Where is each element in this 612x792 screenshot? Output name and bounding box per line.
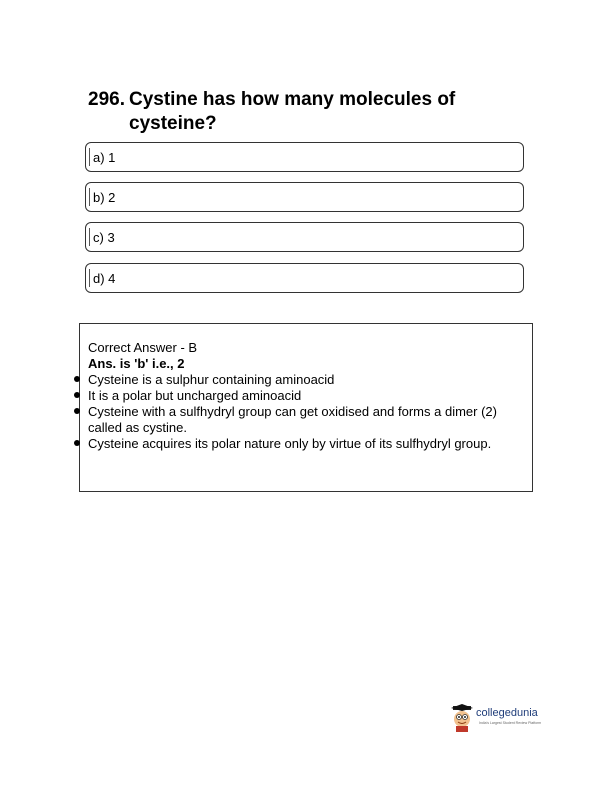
option-d-label: d) 4 [93, 271, 116, 286]
answer-content [88, 340, 528, 452]
bullet-text: Cysteine with a sulfhydryl group can get oxidised and forms a dimer (2) called as cystine. [88, 404, 497, 435]
option-d[interactable] [85, 263, 524, 293]
bullet-text: Cysteine is a sulphur containing aminoacid [88, 372, 335, 387]
option-b-label: b) 2 [93, 190, 116, 205]
question-text: Cystine has how many molecules of cysteine? [129, 89, 456, 134]
option-c-label: c) 3 [93, 230, 115, 245]
collegedunia-logo [450, 704, 550, 734]
bullet-text: It is a polar but uncharged aminoacid [88, 388, 302, 403]
bullet-icon [74, 376, 80, 382]
bullet-icon [74, 440, 80, 446]
option-a[interactable] [85, 142, 524, 172]
mascot-icon [450, 704, 474, 732]
list-item [88, 436, 528, 452]
list-item [88, 404, 528, 436]
option-a-label: a) 1 [93, 150, 116, 165]
option-b[interactable] [85, 182, 524, 212]
brand-tagline: India's Largest Student Review Platform [479, 721, 542, 725]
answer-heading: Ans. is 'b' i.e., 2 [88, 356, 185, 371]
bullet-text: Cysteine acquires its polar nature only by virtue of its sulfhydryl group. [88, 436, 492, 451]
explanation-list [88, 372, 528, 452]
bullet-icon [74, 408, 80, 414]
question [88, 88, 508, 136]
list-item [88, 372, 528, 388]
question-number: 296. [88, 89, 125, 110]
brand-name: collegedunia [476, 707, 538, 719]
option-c[interactable] [85, 222, 524, 252]
list-item [88, 388, 528, 404]
bullet-icon [74, 392, 80, 398]
correct-answer: Correct Answer - B [88, 340, 198, 355]
